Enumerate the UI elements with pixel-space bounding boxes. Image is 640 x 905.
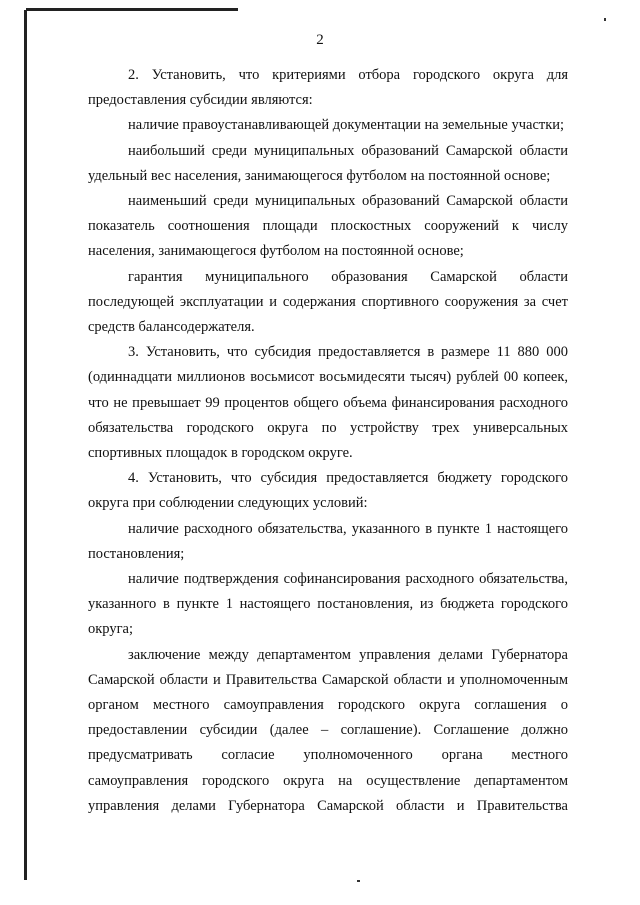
page-number: 2 [316, 32, 324, 48]
paragraph-criterion-land-docs: наличие правоустанавливающей документации на земельные участки; [128, 117, 565, 134]
scan-border-top [26, 8, 238, 11]
paragraph-criterion-guarantee: гарантия муниципального образования Самарской области последующей эксплуатации и содержания спортивного сооружения за счет средств балансодержателя. [88, 268, 568, 336]
paragraph-condition-cofinancing: наличие подтверждения софинансирования расходного обязательства, указанного в пункте 1 настоящего постановления, из бюджета городского округа; [88, 571, 568, 638]
scan-speck [604, 18, 606, 21]
paragraph-item-2: 2. Установить, что критериями отбора городского округа для предоставления субсидии являются: [88, 67, 568, 109]
paragraph-condition-obligation: наличие расходного обязательства, указанного в пункте 1 настоящего постановления; [88, 520, 568, 562]
document-body [88, 63, 568, 819]
paragraph-item-4: 4. Установить, что субсидия предоставляется бюджету городского округа при соблюдении следующих условий: [88, 470, 568, 512]
scan-border-left [24, 10, 27, 880]
paragraph-condition-agreement: заключение между департаментом управления делами Губернатора Самарской области и Правительства Самарской области и уполномоченным органом местного самоуправления городского округа соглашения о предоставлении субсидии (далее – соглашение). Соглашение должно предусматривать согласие уполномоченного органа местного самоуправления городского округа на осуществление департаментом управления делами Губернатора Самарской области и Правительства [88, 646, 568, 814]
scan-speck [357, 880, 360, 882]
paragraph-criterion-area-ratio: наименьший среди муниципальных образований Самарской области показатель соотношения площади плоскостных сооружений к числу населения, занимающегося футболом на постоянной основе; [88, 193, 568, 260]
paragraph-criterion-football-share: наибольший среди муниципальных образований Самарской области удельный вес населения, занимающегося футболом на постоянной основе; [88, 142, 568, 184]
paragraph-item-3: 3. Установить, что субсидия предоставляется в размере 11 880 000 (одиннадцати миллионов восьмисот восьмидесяти тысяч) рублей 00 копеек, что не превышает 99 процентов общего объема финансирования расходного обязательства городского округа по устройству трех универсальных спортивных площадок в городском округе. [88, 344, 568, 462]
